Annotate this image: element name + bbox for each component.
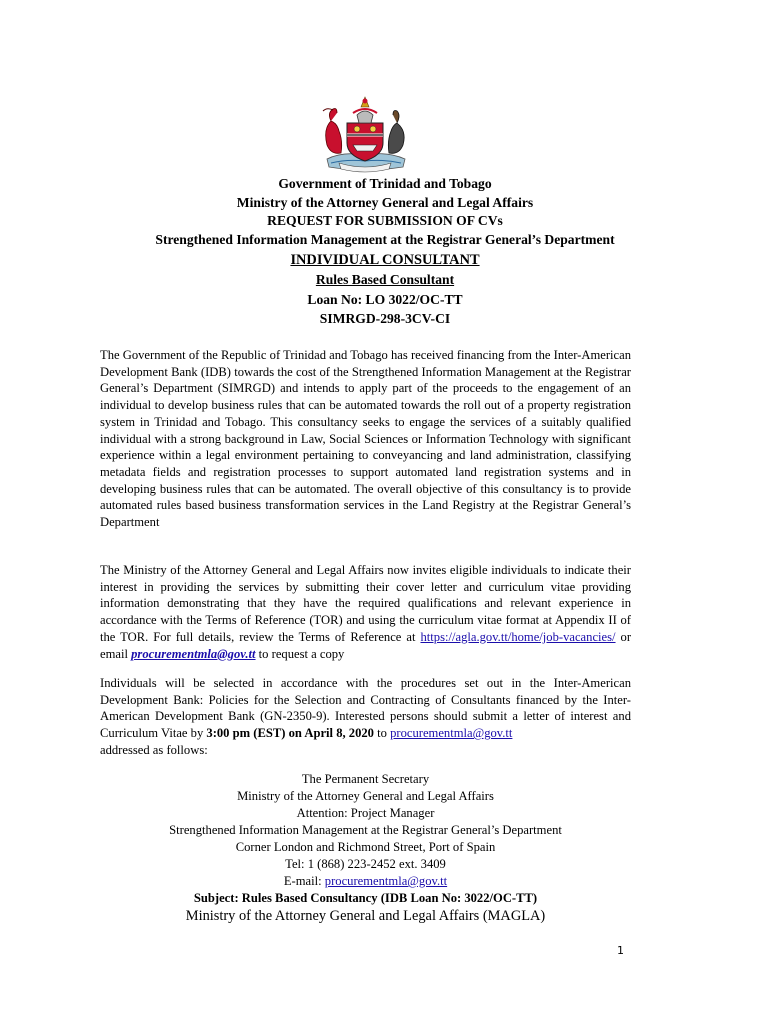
submission-email-link[interactable]: procurementmla@gov.tt bbox=[390, 726, 513, 741]
header-ministry: Ministry of the Attorney General and Legal Affairs bbox=[236, 194, 534, 210]
paragraph-invitation bbox=[100, 562, 631, 662]
header-loan-no: Loan No: LO 3022/OC-TT bbox=[307, 291, 463, 307]
address-project: Strengthened Information Management at the Registrar General’s Department bbox=[169, 823, 562, 837]
selection-text: Individuals will be selected in accordance with the procedures set out in the Inter-American Development Bank: Policies for the Selection and Contracting of Consultants financed by the Inter-American Development Bank (GN-2350-9). Interested persons should submit a letter of interest and Curriculum Vitae by bbox=[100, 676, 631, 741]
agency-line: Ministry of the Attorney General and Legal Affairs (MAGLA) bbox=[185, 908, 546, 924]
address-street: Corner London and Richmond Street, Port of Spain bbox=[235, 840, 496, 854]
paragraph-background: The Government of the Republic of Trinidad and Tobago has received financing from the Inter-American Development Bank (IDB) towards the cost of the Strengthened Information Management at the Registrar General’s Department (SIMRGD) and intends to apply part of the proceeds to the engagement of an individual to develop business rules that can be automated towards the roll out of a property registration system in Trinidad and Tobago. This consultancy seeks to engage the services of a suitably qualified individual with a strong background in Law, Social Sciences or Information Technology with significant experience within a legal environment pertaining to conveyancing and land administration, classifying metadata fields and registration processes to support automated land registration systems and in developing business rules that can be automated. The overall objective of this consultancy is to provide automated rules based business transformation services in the Land Registry at the Registrar General’s Department bbox=[100, 348, 631, 530]
address-recipient: The Permanent Secretary bbox=[301, 772, 430, 786]
paragraph-selection bbox=[100, 675, 631, 759]
header-project: Strengthened Information Management at the Registrar General’s Department bbox=[155, 231, 615, 247]
job-vacancies-link[interactable]: https://agla.gov.tt/home/job-vacancies/ bbox=[420, 629, 616, 644]
address-attention: Attention: Project Manager bbox=[296, 806, 435, 820]
to-text: to bbox=[373, 726, 391, 741]
address-telephone: Tel: 1 (868) 223-2452 ext. 3409 bbox=[285, 857, 446, 871]
procurement-email-link[interactable]: procurementmla@gov.tt bbox=[131, 646, 256, 661]
or-email-text: or email bbox=[100, 629, 632, 661]
coat-of-arms-icon bbox=[313, 93, 417, 173]
page-number: 1 bbox=[617, 944, 624, 957]
address-ministry: Ministry of the Attorney General and Legal Affairs bbox=[237, 789, 494, 803]
addressed-text: addressed as follows: bbox=[100, 742, 208, 757]
header-rules-based: Rules Based Consultant bbox=[315, 272, 455, 287]
address-email-line bbox=[100, 873, 631, 890]
header-government: Government of Trinidad and Tobago bbox=[278, 176, 492, 191]
email-label: E-mail: bbox=[283, 874, 325, 888]
header-reference: SIMRGD-298-3CV-CI bbox=[319, 311, 451, 326]
subject-line: Subject: Rules Based Consultancy (IDB Loan No: 3022/OC-TT) bbox=[193, 891, 538, 905]
header-individual-consultant: INDIVIDUAL CONSULTANT bbox=[290, 252, 480, 268]
document-header bbox=[60, 175, 710, 329]
request-copy-text: to request a copy bbox=[255, 646, 345, 661]
header-request: REQUEST FOR SUBMISSION OF CVs bbox=[267, 213, 503, 228]
invitation-text: The Ministry of the Attorney General and Legal Affairs now invites eligible individuals to indicate their interest in providing the services by submitting their cover letter and curriculum vitae providing information demonstrating that they have the required qualifications and relevant experience in accordance with the Terms of Reference (TOR) and using the curriculum vitae format at Appendix II of the TOR. For full details, review the Terms of Reference at bbox=[100, 563, 631, 644]
address-email-link[interactable]: procurementmla@gov.tt bbox=[324, 874, 448, 888]
deadline-text: 3:00 pm (EST) on April 8, 2020 bbox=[206, 726, 374, 741]
address-block bbox=[100, 771, 631, 926]
